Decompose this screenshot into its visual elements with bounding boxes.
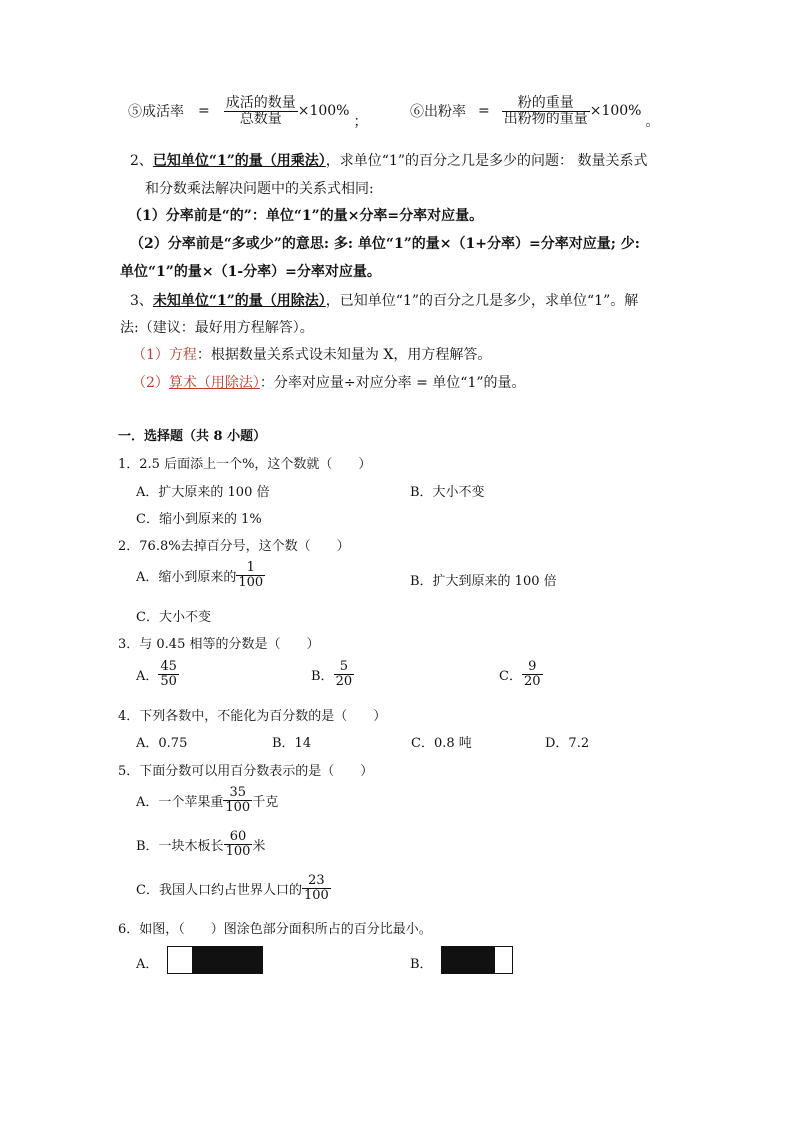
numerator: 35 [229,785,247,800]
numerator: 45 [160,659,177,674]
rule2-line2: 和分数乘法解决问题中的关系式相同: [145,181,374,197]
q2-option-a[interactable] [136,561,265,589]
denominator: 20 [523,673,541,689]
denominator: 总数量 [224,111,298,127]
formula-fraction [502,96,590,126]
denominator: 100 [303,887,329,903]
denominator: 出粉物的重量 [503,110,588,127]
numerator: 成活的数量 [225,95,296,111]
numerator: 粉的重量 [517,95,574,111]
rule2-line3: （1）分率前是“的”：单位“1”的量×分率=分率对应量。 [128,208,484,224]
option-unit: 米 [252,838,266,854]
denominator: 20 [335,673,353,689]
rule-number: 2、 [130,153,153,169]
q6-option-b[interactable]: B． [410,957,433,972]
option-fraction [302,874,331,902]
option-text: A．缩小到原来的 [136,569,237,585]
numerator: 1 [246,560,255,575]
rule-text: ，已知单位“1”的百分之几是多少，求单位“1”。解 [325,293,639,309]
method-arithmetic: 算术（用除法） [168,375,260,391]
rule-text: ，求单位“1”的百分之几是多少的问题： 数量关系式 [325,153,648,169]
q4-option-c[interactable]: C．0.8 吨 [411,736,472,751]
q2-stem: 2．76.8%去掉百分号，这个数（ ） [118,539,350,554]
method-text: ：根据数量关系式设未知量为 X，用方程解答。 [196,347,492,363]
option-letter: B． [311,668,334,684]
rule3-line3 [132,344,491,364]
numerator: 23 [308,873,325,888]
rule2-line1 [130,150,647,170]
method-equation: 方程 [168,347,197,363]
rule2-line4: （2）分率前是“多或少”的意思: 多: 单位“1”的量×（1+分率）=分率对应量; 少: [130,236,640,252]
formula-tail: ； [353,114,368,131]
denominator: 100 [238,574,264,590]
formula-fraction [224,96,298,126]
rule3-line1 [130,290,638,310]
formula-label: ⑤成活率 [128,104,184,121]
numerator: 60 [229,829,247,844]
formula-survival-rate [128,95,368,131]
formula-multiplier: ×100% [589,103,642,120]
rule2-line5: 单位“1”的量×（1-分率）=分率对应量。 [120,264,381,280]
q6-option-a[interactable]: A． [136,957,159,972]
denominator: 100 [225,843,251,859]
q3-option-b[interactable] [311,660,354,688]
method-text: ：分率对应量÷对应分率 = 单位“1”的量。 [259,375,526,391]
numerator: 9 [528,659,537,674]
q3-option-c[interactable] [499,660,543,688]
q3-option-a[interactable] [136,660,179,688]
q4-option-b[interactable]: B．14 [272,736,312,751]
option-letter: A． [136,668,159,684]
option-fraction [334,660,355,688]
section-title: 一．选择题（共 8 小题） [118,429,267,444]
q3-stem: 3．与 0.45 相等的分数是（ ） [118,637,320,652]
option-text: B．一块木板长 [136,838,224,854]
option-fraction [236,561,265,589]
formula-equals: = [198,103,210,120]
q5-option-c[interactable] [136,874,331,902]
q4-option-d[interactable]: D．7.2 [545,736,590,751]
option-text: C．我国人口约占世界人口的 [136,882,302,898]
q1-option-a[interactable]: A．扩大原来的 100 倍 [136,485,270,500]
q6-figure-a[interactable] [167,946,263,974]
formula-label: ⑥出粉率 [410,104,466,121]
item-number: （1） [132,347,169,363]
q4-stem: 4．下列各数中，不能化为百分数的是（ ） [118,709,387,724]
q1-stem: 1．2.5 后面添上一个%，这个数就（ ） [118,457,372,472]
q2-option-c[interactable]: C．大小不变 [136,610,211,625]
q1-option-c[interactable]: C．缩小到原来的 1% [136,512,262,527]
rule3-line4 [132,372,526,392]
q6-figure-b[interactable] [441,946,513,974]
shaded-region [442,947,495,973]
formula-flour-rate [410,95,660,131]
formula-tail: 。 [645,114,660,131]
q5-option-b[interactable] [136,830,265,858]
rule3-line2: 法:（建议：最好用方程解答）。 [120,320,314,336]
q2-option-b[interactable]: B．扩大到原来的 100 倍 [410,574,557,589]
option-text: A．一个苹果重 [136,794,224,810]
numerator: 5 [339,659,348,674]
item-number: （2） [132,375,169,391]
option-fraction [158,660,179,688]
rule-title: 已知单位“1”的量（用乘法） [152,153,326,169]
rule-title: 未知单位“1”的量（用除法） [152,293,326,309]
option-letter: C． [499,668,522,684]
formula-equals: = [478,103,490,120]
q4-option-a[interactable]: A．0.75 [136,736,188,751]
denominator: 100 [225,799,251,815]
option-unit: 千克 [252,794,279,810]
formula-multiplier: ×100% [297,103,350,120]
q6-stem: 6．如图，（ ）图涂色部分面积所占的百分比最小。 [118,922,432,937]
option-fraction [224,830,253,858]
rule-number: 3、 [130,293,153,309]
option-fraction [223,786,252,814]
option-fraction [522,660,543,688]
q5-stem: 5．下面分数可以用百分数表示的是（ ） [118,764,374,779]
denominator: 50 [160,673,177,689]
shaded-region [192,947,263,973]
q1-option-b[interactable]: B．大小不变 [410,485,485,500]
q5-option-a[interactable] [136,786,278,814]
